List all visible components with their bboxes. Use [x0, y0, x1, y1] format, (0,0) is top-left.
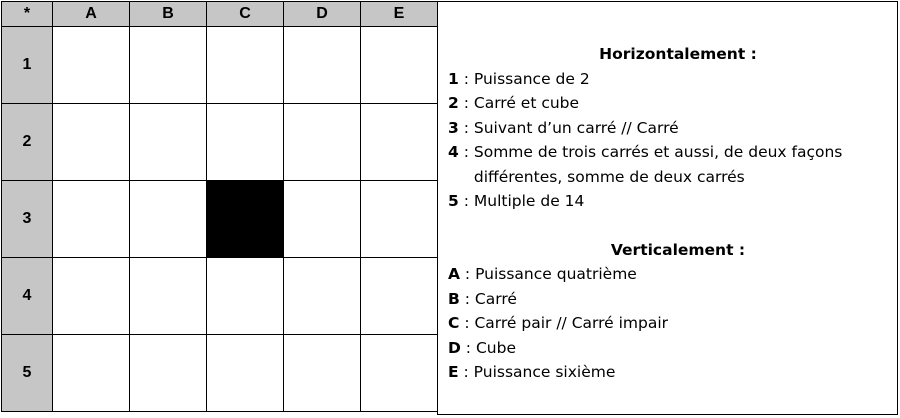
cell-a3[interactable] — [53, 181, 130, 258]
vertical-clue-e: E : Puissance sixième — [448, 360, 888, 385]
clues-panel — [437, 1, 898, 415]
clue-number: C — [448, 314, 460, 332]
row-header-2: 2 — [2, 104, 53, 181]
clue-number: E — [448, 363, 459, 381]
cell-b4[interactable] — [130, 258, 207, 335]
cell-d3[interactable] — [284, 181, 361, 258]
cell-c2[interactable] — [207, 104, 284, 181]
clue-number: D — [448, 338, 461, 357]
cell-b5[interactable] — [130, 335, 207, 412]
clue-text: Puissance sixième — [473, 363, 616, 381]
cell-d1[interactable] — [284, 27, 361, 104]
horizontal-clue-3: 3 : Suivant d’un carré // Carré — [448, 116, 888, 141]
cell-e3[interactable] — [361, 181, 438, 258]
cell-c1[interactable] — [207, 27, 284, 104]
clue-text: Suivant d’un carré // Carré — [473, 118, 679, 137]
column-header-e: E — [361, 2, 438, 27]
cell-a5[interactable] — [53, 335, 130, 412]
cell-e1[interactable] — [361, 27, 438, 104]
clue-number: 1 — [448, 69, 459, 88]
row-header-1: 1 — [2, 27, 53, 104]
clue-text: Cube — [475, 338, 516, 357]
clue-number: 5 — [448, 192, 459, 210]
cell-a1[interactable] — [53, 27, 130, 104]
horizontal-clue-1: 1 : Puissance de 2 — [448, 67, 888, 92]
column-header-a: A — [53, 2, 130, 27]
clue-text: Multiple de 14 — [473, 192, 585, 210]
grid-row-3 — [2, 181, 438, 258]
column-header-c: C — [207, 2, 284, 27]
column-header-b: B — [130, 2, 207, 27]
clue-number: A — [448, 265, 460, 283]
clue-number: 3 — [448, 118, 459, 137]
clue-number: B — [448, 289, 460, 308]
clue-text: Carré pair // Carré impair — [474, 314, 669, 332]
grid-row-5 — [2, 335, 438, 412]
clue-text: Carré — [474, 289, 517, 308]
row-header-3: 3 — [2, 181, 53, 258]
crossword-grid — [1, 1, 438, 412]
vertical-heading: Verticalement : — [610, 240, 746, 259]
row-header-5: 5 — [2, 335, 53, 412]
grid-row-4 — [2, 258, 438, 335]
vertical-clue-a: A : Puissance quatrième — [448, 262, 888, 287]
clue-text: Carré et cube — [473, 94, 580, 112]
column-header-d: D — [284, 2, 361, 27]
horizontal-clue-2: 2 : Carré et cube — [448, 91, 888, 116]
row-header-4: 4 — [2, 258, 53, 335]
vertical-clue-c: C : Carré pair // Carré impair — [448, 311, 888, 336]
clue-text: Puissance de 2 — [473, 69, 590, 88]
cell-b1[interactable] — [130, 27, 207, 104]
grid-row-2 — [2, 104, 438, 181]
cell-a4[interactable] — [53, 258, 130, 335]
cell-e4[interactable] — [361, 258, 438, 335]
horizontal-clue-5: 5 : Multiple de 14 — [448, 189, 888, 214]
clue-text: Puissance quatrième — [475, 265, 637, 283]
cell-b2[interactable] — [130, 104, 207, 181]
grid-row-1 — [2, 27, 438, 104]
cell-e5[interactable] — [361, 335, 438, 412]
black-cell-c3 — [207, 181, 284, 258]
horizontal-heading: Horizontalement : — [599, 45, 757, 63]
vertical-clue-b: B : Carré — [448, 287, 888, 312]
cell-d5[interactable] — [284, 335, 361, 412]
cell-a2[interactable] — [53, 104, 130, 181]
column-header-row — [2, 2, 438, 27]
vertical-clue-d: D : Cube — [448, 336, 888, 361]
cell-e2[interactable] — [361, 104, 438, 181]
cell-d4[interactable] — [284, 258, 361, 335]
cell-c5[interactable] — [207, 335, 284, 412]
cell-c4[interactable] — [207, 258, 284, 335]
cell-d2[interactable] — [284, 104, 361, 181]
corner-header: * — [2, 2, 53, 27]
cell-b3[interactable] — [130, 181, 207, 258]
clue-text: Somme de trois carrés et aussi, de deux façons différentes, somme de deux carrés — [473, 143, 843, 186]
clue-number: 2 — [448, 94, 459, 112]
clue-number: 4 — [448, 143, 459, 161]
horizontal-clue-4: 4 : Somme de trois carrés et aussi, de deux façons différentes, somme de deux carrés — [448, 140, 888, 189]
